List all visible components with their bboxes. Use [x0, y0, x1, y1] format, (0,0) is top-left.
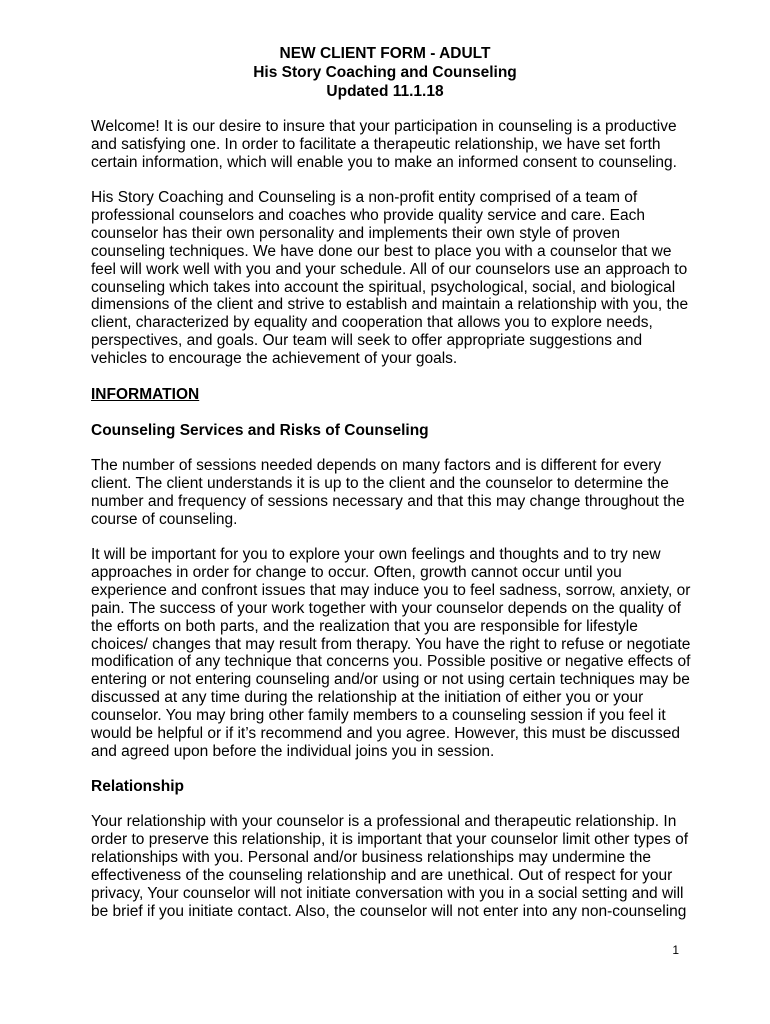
form-title: NEW CLIENT FORM - ADULT [279, 45, 491, 62]
relationship-heading: Relationship [91, 778, 185, 795]
organization-name: His Story Coaching and Counseling [253, 64, 517, 81]
information-heading: INFORMATION [91, 386, 200, 403]
updated-date: Updated 11.1.18 [326, 83, 444, 100]
about-paragraph: His Story Coaching and Counseling is a non-profit entity comprised of a team of professional counselors and coaches who provide quality service and care. Each counselor has their own personality and implements their own style of proven counseling techniques. We have done our best to place you with a counselor that we feel will work well with you and your schedule. All of our counselors use an approach to counseling which takes into account the spiritual, psychological, social, and biological dimensions of the client and strive to establish and maintain a relationship with you, the client, characterized by equality and cooperation that allows you to explore needs, perspectives, and goals. Our team will seek to offer appropriate suggestions and vehicles to encourage the achievement of your goals. [91, 189, 689, 368]
feelings-paragraph: It will be important for you to explore your own feelings and thoughts and to try new approaches in order for change to occur. Often, growth cannot occur until you experience and confront issues that may induce you to feel sadness, sorrow, anxiety, or pain. The success of your work together with your counselor depends on the quality of the efforts on both parts, and the realization that you are responsible for lifestyle choices/ changes that may result from therapy. You have the right to refuse or negotiate modification of any technique that concerns you. Possible positive or negative effects of entering or not entering counseling and/or using or not using certain techniques may be discussed at any time during the relationship at the initiation of either you or your counselor. You may bring other family members to a counseling session if you feel it would be helpful or if it’s recommend and you agree. However, this must be discussed and agreed upon before the individual joins you in session. [91, 546, 691, 760]
services-risks-heading: Counseling Services and Risks of Counseling [91, 422, 429, 439]
welcome-paragraph: Welcome! It is our desire to insure that your participation in counseling is a productive and satisfying one. In order to facilitate a therapeutic relationship, we have set forth certain information, which will enable you to make an informed consent to counseling. [91, 118, 677, 171]
sessions-paragraph: The number of sessions needed depends on many factors and is different for every client. The client understands it is up to the client and the counselor to determine the number and frequency of sessions necessary and that this may change throughout the course of counseling. [91, 457, 685, 528]
relationship-paragraph: Your relationship with your counselor is a professional and therapeutic relationship. In order to preserve this relationship, it is important that your counselor limit other types of relationships with you. Personal and/or business relationships may undermine the effectiveness of the counseling relationship and are unethical. Out of respect for your privacy, Your counselor will not initiate conversation with you in a social setting and will be brief if you initiate contact. Also, the counselor will not enter into any non-counseling [91, 813, 689, 920]
page-number: 1 [672, 943, 679, 957]
